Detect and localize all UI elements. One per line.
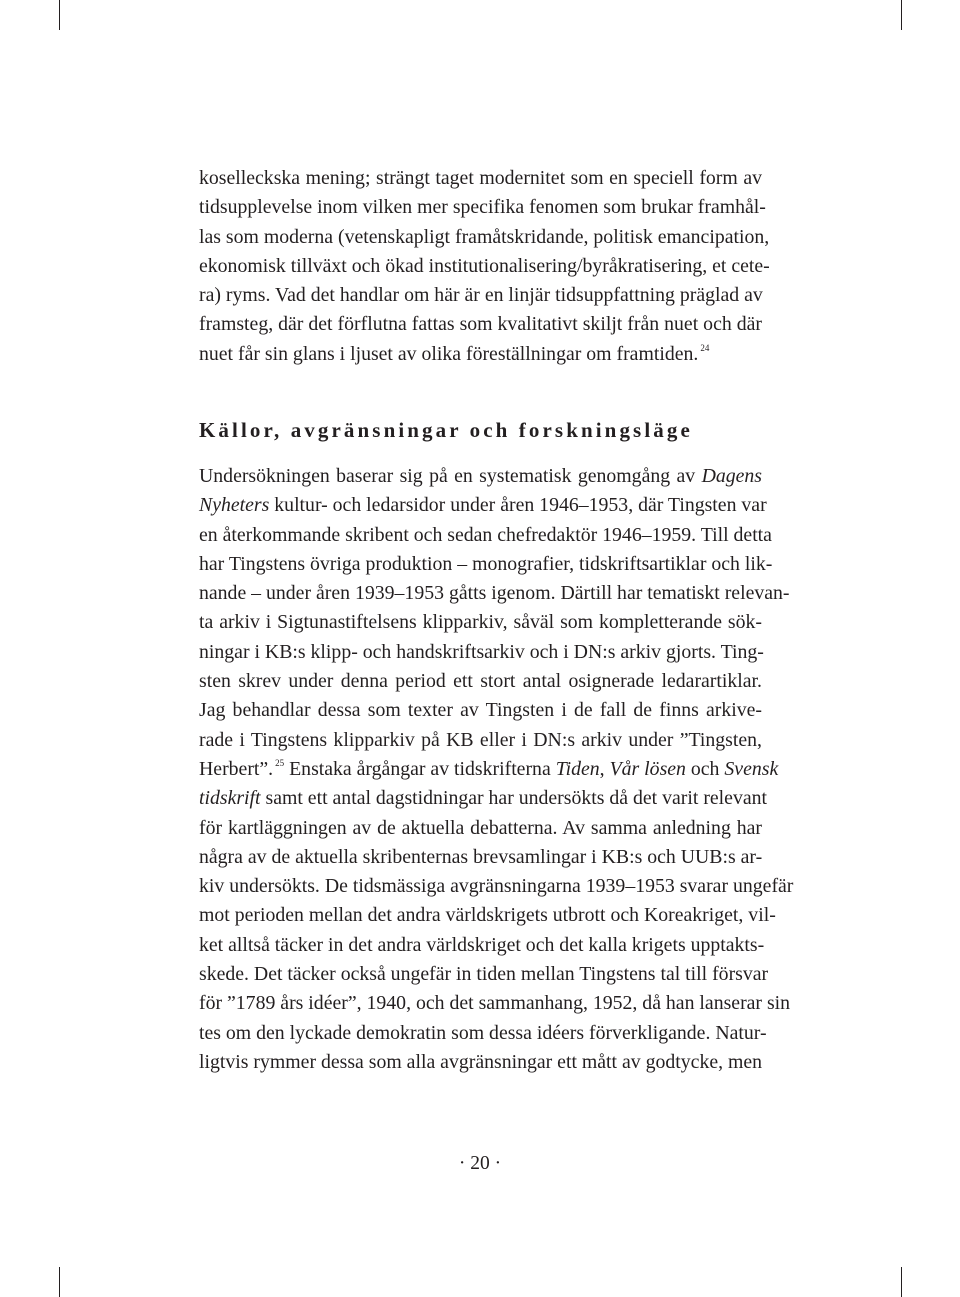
text-line: för kartläggningen av de aktuella debatterna. Av samma anledning har [199,816,762,839]
italic-title: Svensk [724,757,779,780]
text-line [199,462,762,491]
text-fragment: nuet får sin glans i ljuset av olika föreställningar om framtiden. [199,342,699,365]
text-line [199,491,767,520]
paragraph-intro [199,164,770,369]
text-line: nande – under åren 1939–1953 gåtts igenom. Därtill har tematiskt relevan- [199,582,790,605]
text-line: skede. Det täcker också ungefär in tiden mellan Tingstens tal till försvar [199,963,769,986]
section-heading: Källor, avgränsningar och forskningsläge [199,418,693,442]
text-line: las som moderna (vetenskapligt framåtskridande, politisk emancipation, [199,225,770,248]
text-fragment: Undersökningen baserar sig på en systematisk genomgång av [199,465,696,487]
text-fragment: Enstaka årgångar av tidskrifterna [289,757,551,780]
text-line: en återkommande skribent och sedan chefredaktör 1946–1959. Till detta [199,523,772,546]
text-line: ta arkiv i Sigtunastiftelsens klipparkiv, såväl som kompletterande sök- [199,611,762,634]
text-line: tidsupplevelse inom vilken mer specifika fenomen som brukar framhål- [199,196,766,219]
text-line [199,755,779,784]
crop-mark-bottom-left [59,1267,60,1297]
footnote-reference: 24 [700,342,710,353]
text-line: ligtvis rymmer dessa som alla avgränsningar ett mått av godtycke, men [199,1050,763,1073]
text-line: mot perioden mellan det andra världskrigets utbrott och Koreakriget, vil- [199,904,776,927]
paragraph-sources [199,462,794,1077]
italic-title: Nyheters [199,494,270,517]
text-fragment: samt ett antal dagstidningar har undersökts då det varit relevant [265,787,768,810]
text-line: för ”1789 års idéer”, 1940, och det sammanhang, 1952, då han lanserar sin [199,992,791,1015]
text-line: tes om den lyckade demokratin som dessa idéers förverkligande. Natur- [199,1021,767,1044]
footnote-reference: 25 [275,757,285,768]
text-line: Jag behandlar dessa som texter av Tingsten i de fall de finns arkive- [199,699,762,722]
italic-title: Tiden [555,757,600,780]
italic-title: Dagens [701,465,762,487]
text-line: koselleckska mening; strängt taget modernitet som en speciell form av [199,167,762,189]
text-fragment: , [599,757,605,780]
text-line: ekonomisk tillväxt och ökad institutionalisering/byråkratisering, et cete- [199,254,770,277]
text-line: rade i Tingstens klipparkiv på KB eller i DN:s arkiv under ”Tingsten, [199,728,762,751]
text-fragment: kultur- och ledarsidor under åren 1946–1953, där Tingsten var [274,494,767,517]
crop-mark-top-left [59,0,60,30]
text-fragment: Herbert”. [199,757,274,780]
page-number: · 20 · [458,1153,502,1174]
text-line: sten skrev under denna period ett stort antal osignerade ledarartiklar. [199,670,762,693]
text-line: har Tingstens övriga produktion – monografier, tidskriftsartiklar och lik- [199,552,773,575]
crop-mark-top-right [901,0,902,30]
text-fragment: och [690,757,720,780]
text-line: ra) ryms. Vad det handlar om här är en linjär tidsuppfattning präglad av [199,284,763,307]
crop-mark-bottom-right [901,1267,902,1297]
text-line: ket alltså täcker in det andra världskriget och det kalla krigets upptakts- [199,933,765,956]
italic-title: Vår lösen [609,757,686,780]
text-line: ningar i KB:s klipp- och handskriftsarkiv och i DN:s arkiv gjorts. Ting- [199,640,764,663]
text-line: framsteg, där det förflutna fattas som kvalitativt skiljt från nuet och där [199,313,762,336]
text-line: kiv undersökts. De tidsmässiga avgränsningarna 1939–1953 svarar ungefär [199,875,794,898]
text-line [199,340,762,369]
text-line [199,784,768,813]
text-line: några av de aktuella skribenternas brevsamlingar i KB:s och UUB:s ar- [199,845,763,868]
italic-title: tidskrift [199,787,261,810]
